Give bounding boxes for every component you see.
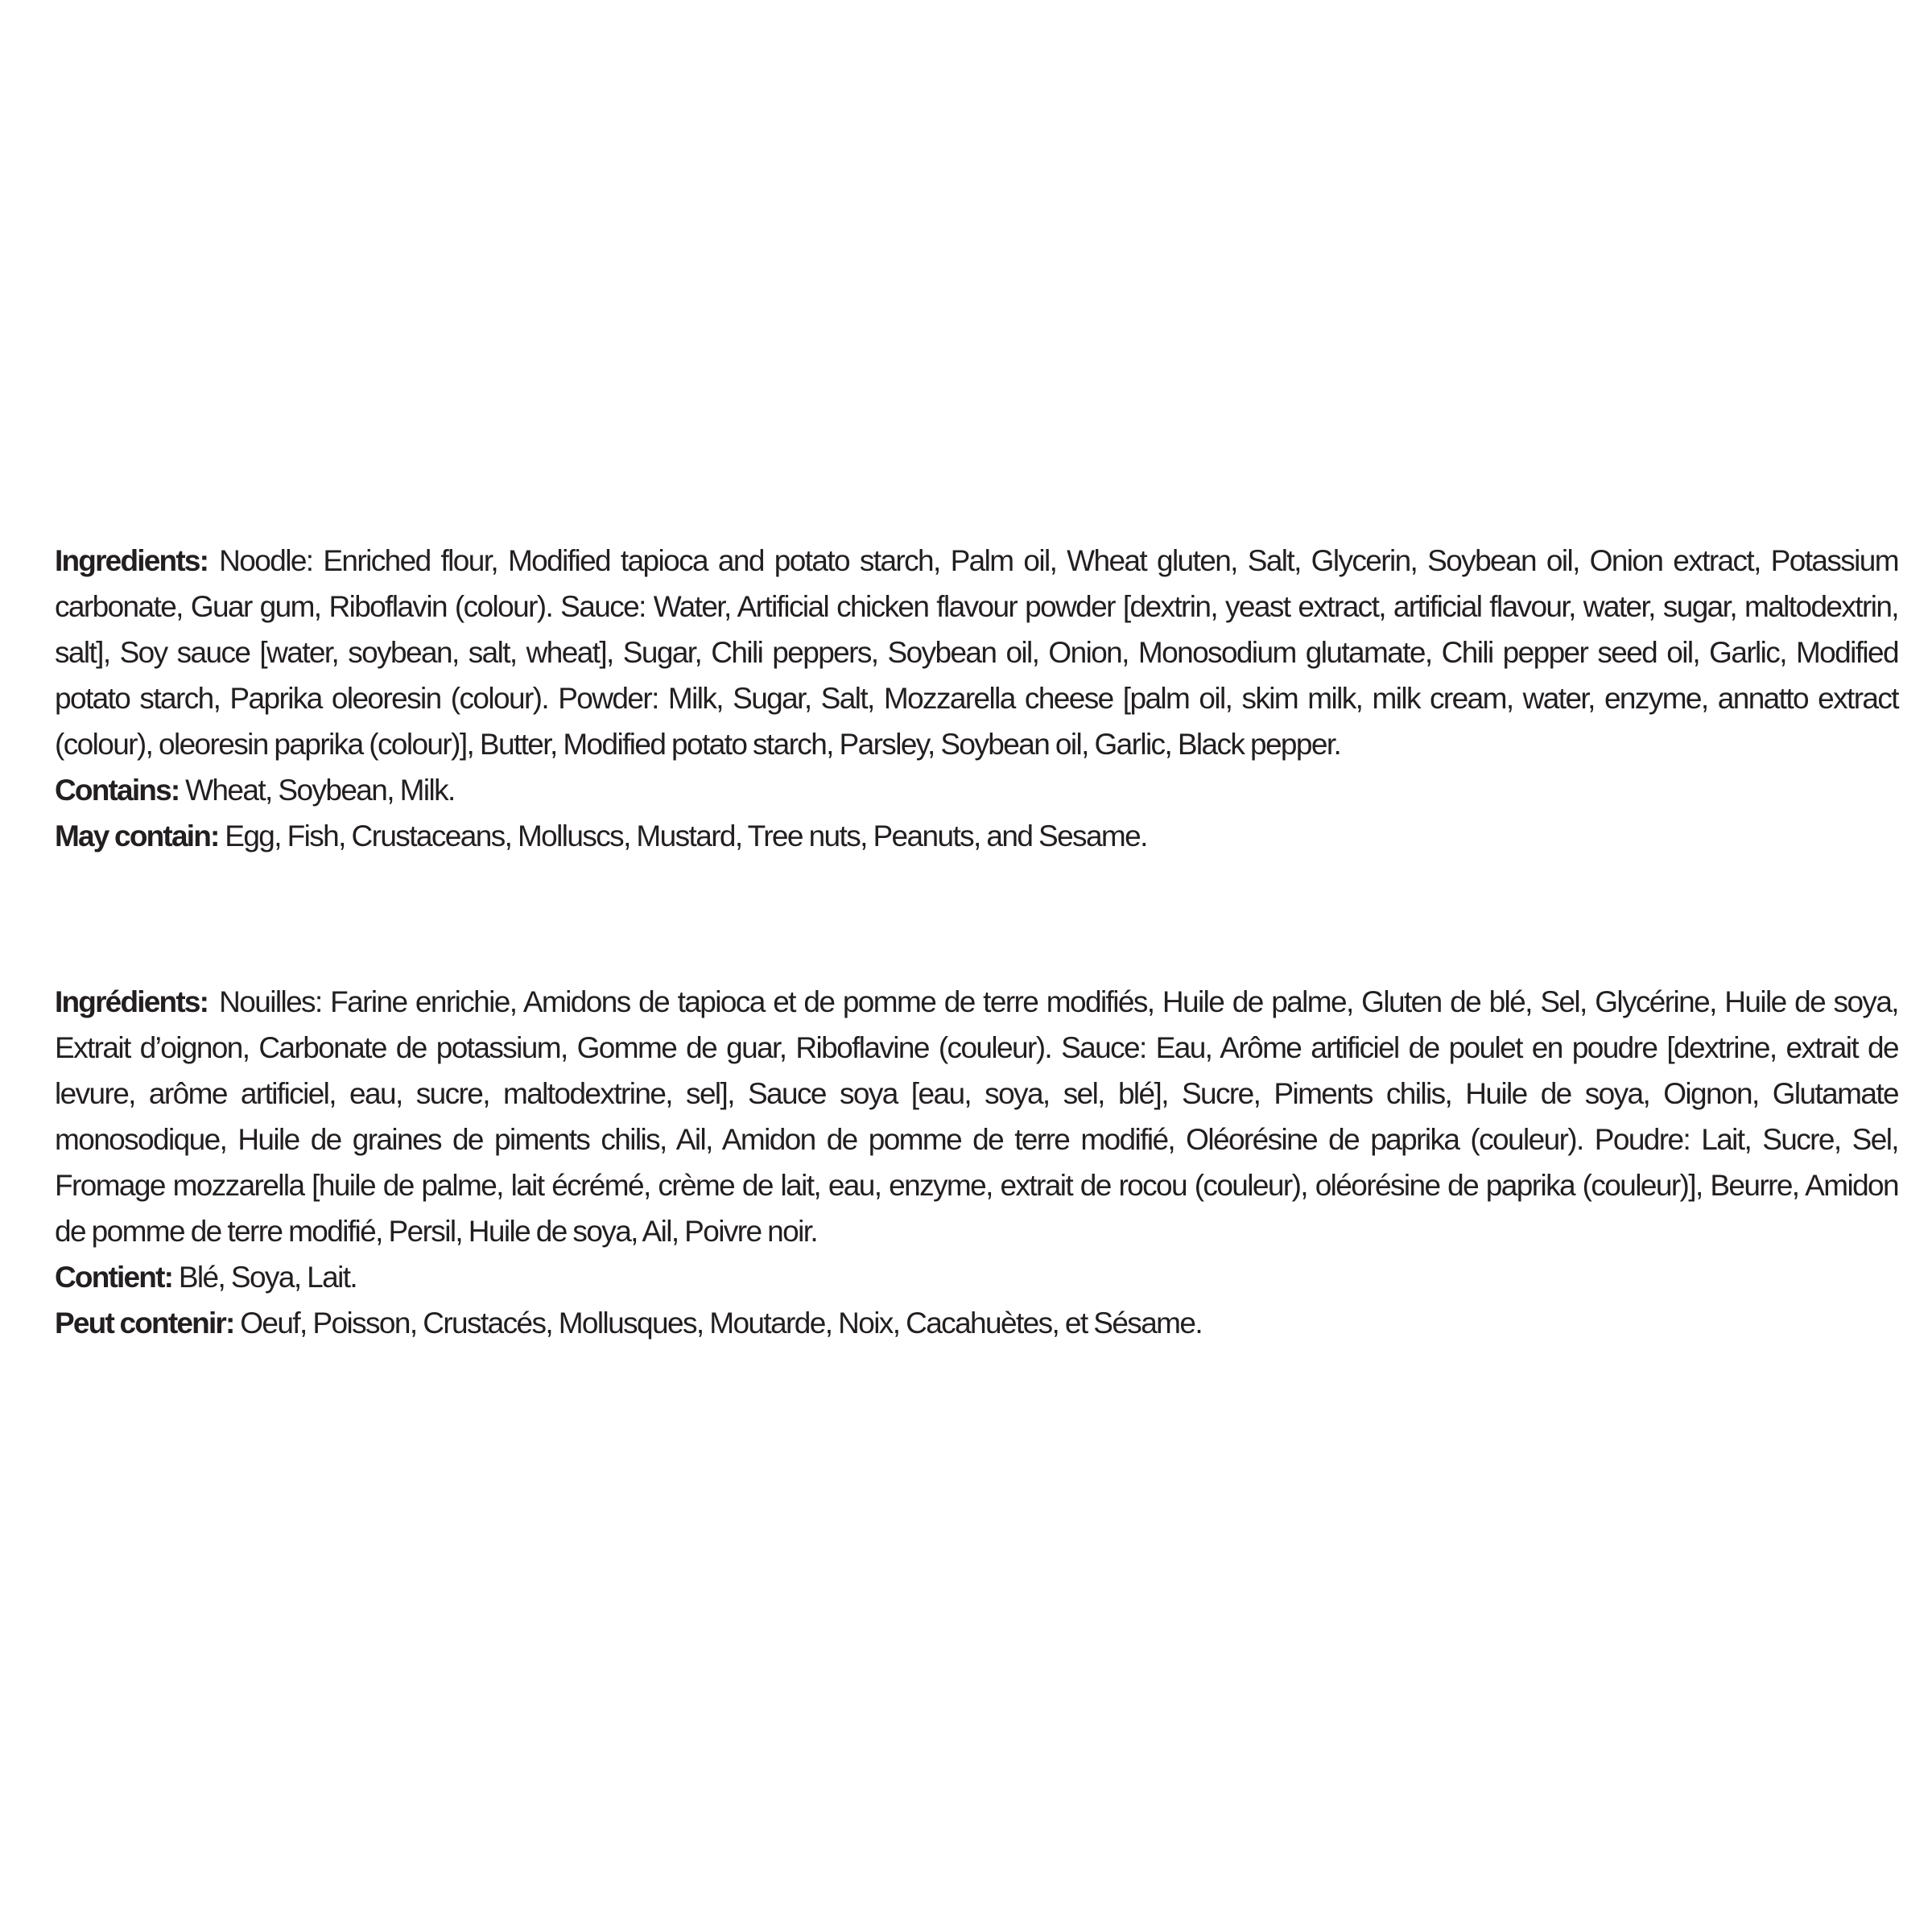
english-may-contain-line [55,813,1898,859]
english-contains-text: Wheat, Soybean, Milk. [185,774,455,807]
english-contains-label: Contains: [55,774,180,807]
english-ingredients-paragraph [55,538,1898,767]
english-may-contain-text: Egg, Fish, Crustaceans, Molluscs, Mustard, Tree nuts, Peanuts, and Sesame. [225,819,1147,852]
english-ingredients-block [55,538,1898,859]
french-ingredients-paragraph [55,979,1898,1254]
french-ingredients-text: Nouilles: Farine enrichie, Amidons de tapioca et de pomme de terre modifiés, Huile de palme, Gluten de blé, Sel, Glycérine, Huile de soya, Extrait d’oignon, Carbonate de potassium, Gomme de guar, Riboflavine (couleur). Sauce: Eau, Arôme artificiel de poulet en poudre [dextrine, extrait de levure, arôme artificiel, eau, sucre, maltodextrine, sel], Sauce soya [eau, soya, sel, blé], Sucre, Piments chilis, Huile de soya, Oignon, Glutamate monosodique, Huile de graines de piments chilis, Ail, Amidon de pomme de terre modifié, Oléorésine de paprika (couleur). Poudre: Lait, Sucre, Sel, Fromage mozzarella [huile de palme, lait écrémé, crème de lait, eau, enzyme, extrait de rocou (couleur), oléorésine de paprika (couleur)], Beurre, Amidon de pomme de terre modifié, Persil, Huile de soya, Ail, Poivre noir. [55,985,1898,1248]
english-ingredients-text: Noodle: Enriched flour, Modified tapioca and potato starch, Palm oil, Wheat gluten, Salt, Glycerin, Soybean oil, Onion extract, Potassium carbonate, Guar gum, Riboflavin (colour). Sauce: Water, Artificial chicken flavour powder [dextrin, yeast extract, artificial flavour, water, sugar, maltodextrin, salt], Soy sauce [water, soybean, salt, wheat], Sugar, Chili peppers, Soybean oil, Onion, Monosodium glutamate, Chili pepper seed oil, Garlic, Modified potato starch, Paprika oleoresin (colour). Powder: Milk, Sugar, Salt, Mozzarella cheese [palm oil, skim milk, milk cream, water, enzyme, annatto extract (colour), oleoresin paprika (colour)], Butter, Modified potato starch, Parsley, Soybean oil, Garlic, Black pepper. [55,544,1898,761]
french-may-contain-line [55,1300,1898,1346]
english-contains-line [55,767,1898,813]
french-ingredients-block [55,979,1898,1346]
french-ingredients-label: Ingrédients: [55,985,208,1018]
french-contains-text: Blé, Soya, Lait. [178,1261,357,1294]
english-ingredients-label: Ingredients: [55,544,208,577]
french-contains-label: Contient: [55,1261,173,1294]
french-may-contain-label: Peut contenir: [55,1307,234,1340]
english-may-contain-label: May contain: [55,819,219,852]
french-contains-line [55,1254,1898,1300]
french-may-contain-text: Oeuf, Poisson, Crustacés, Mollusques, Moutarde, Noix, Cacahuètes, et Sésame. [240,1307,1203,1340]
